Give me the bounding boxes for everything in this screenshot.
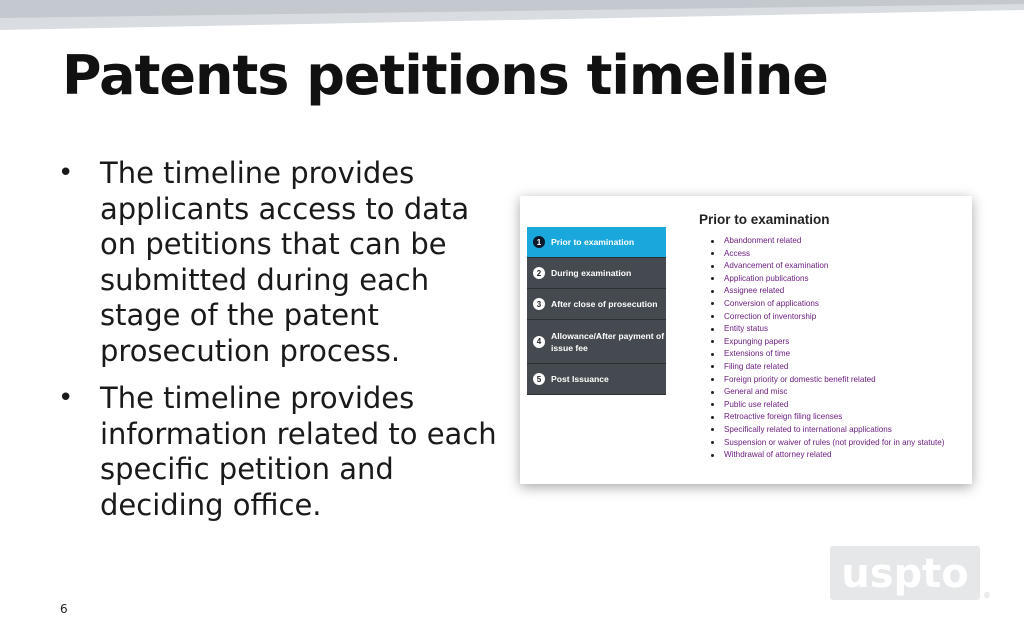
- petition-link[interactable]: Filing date related: [708, 361, 944, 374]
- petition-link[interactable]: Foreign priority or domestic benefit related: [708, 374, 944, 387]
- petition-link[interactable]: General and misc: [708, 386, 944, 399]
- stage-detail-heading: Prior to examination: [699, 212, 830, 227]
- petition-list: [708, 235, 944, 462]
- petition-link[interactable]: Assignee related: [708, 285, 944, 298]
- stage-label: Prior to examination: [551, 237, 635, 247]
- petition-link[interactable]: Correction of inventorship: [708, 311, 944, 324]
- stage-during-examination[interactable]: [527, 258, 666, 289]
- step-number-badge: 4: [533, 336, 545, 348]
- bullet-list: [58, 156, 498, 535]
- bullet-item: [58, 156, 498, 369]
- petition-link[interactable]: Specifically related to international applications: [708, 424, 944, 437]
- petition-link[interactable]: Application publications: [708, 273, 944, 286]
- petition-link[interactable]: Expunging papers: [708, 336, 944, 349]
- stage-nav: [527, 227, 666, 395]
- timeline-screenshot: [520, 196, 972, 484]
- petition-link[interactable]: Retroactive foreign filing licenses: [708, 411, 944, 424]
- uspto-logo: [830, 546, 990, 602]
- bullet-text: The timeline provides applicants access to data on petitions that can be submitted during each stage of the patent prosecution process.: [100, 156, 470, 368]
- stage-label: Post Issuance: [551, 374, 609, 384]
- stage-label: Allowance/After payment of issue fee: [551, 330, 665, 353]
- petition-link[interactable]: Advancement of examination: [708, 260, 944, 273]
- step-number-badge: 1: [533, 236, 545, 248]
- stage-post-issuance[interactable]: [527, 364, 666, 395]
- petition-link[interactable]: Abandonment related: [708, 235, 944, 248]
- bullet-dot-icon: •: [58, 383, 74, 413]
- step-number-badge: 3: [533, 298, 545, 310]
- petition-link[interactable]: Public use related: [708, 399, 944, 412]
- stage-label: After close of prosecution: [551, 299, 658, 309]
- petition-link[interactable]: Suspension or waiver of rules (not provided for in any statute): [708, 437, 944, 450]
- petition-link[interactable]: Entity status: [708, 323, 944, 336]
- bullet-item: [58, 381, 498, 523]
- stage-allowance-after-payment[interactable]: [527, 320, 666, 364]
- top-decorative-band: [0, 0, 1024, 40]
- slide-title: Patents petitions timeline: [62, 44, 828, 107]
- petition-link[interactable]: Conversion of applications: [708, 298, 944, 311]
- petition-link[interactable]: Access: [708, 248, 944, 261]
- stage-label: During examination: [551, 268, 632, 278]
- bullet-dot-icon: •: [58, 158, 74, 188]
- step-number-badge: 2: [533, 267, 545, 279]
- uspto-logo-text: uspto: [841, 551, 969, 597]
- petition-link[interactable]: Withdrawal of attorney related: [708, 449, 944, 462]
- stage-after-close-of-prosecution[interactable]: [527, 289, 666, 320]
- page-number: 6: [60, 602, 68, 616]
- stage-prior-to-examination[interactable]: [527, 227, 666, 258]
- bullet-text: The timeline provides information related to each specific petition and deciding office.: [100, 381, 497, 522]
- step-number-badge: 5: [533, 373, 545, 385]
- petition-link[interactable]: Extensions of time: [708, 348, 944, 361]
- uspto-registered-mark: ®: [983, 591, 991, 600]
